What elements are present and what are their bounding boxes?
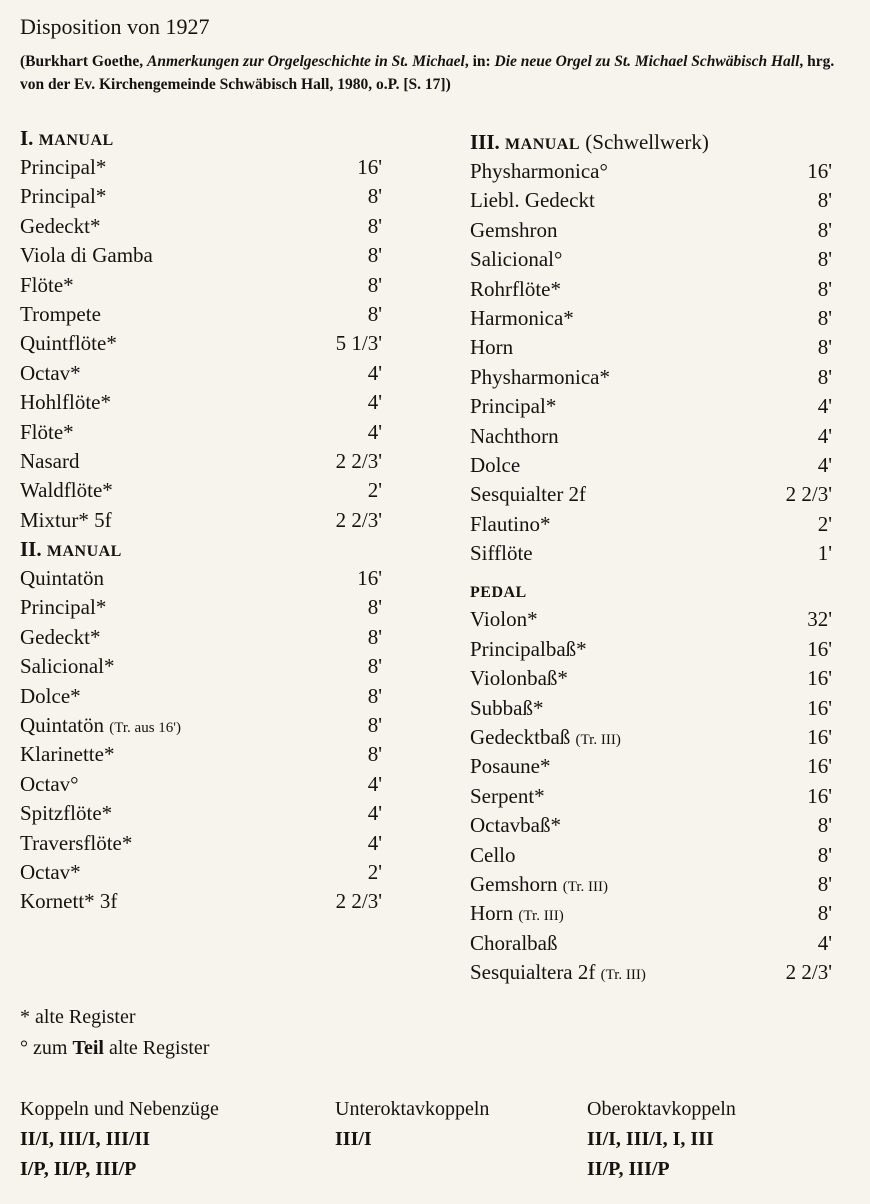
stop-name: Salicional*: [20, 654, 115, 679]
heading-numeral: II.: [20, 537, 42, 562]
stop-name: Horn: [470, 335, 514, 360]
stop-row: [20, 711, 382, 740]
stop-name-group: [20, 329, 117, 358]
stop-size: 2': [367, 478, 382, 503]
stop-size: 4': [817, 930, 832, 955]
stop-row: [20, 740, 382, 769]
stop-size: 2 2/3': [335, 507, 382, 532]
stop-name-group: [20, 476, 113, 505]
stop-name-group: [20, 564, 104, 593]
legend-asterisk: [20, 1002, 209, 1033]
stop-name: Gedecktbaß: [470, 725, 571, 750]
page-title: Disposition von 1927: [20, 14, 210, 39]
stop-name: Spitzflöte*: [20, 801, 113, 826]
stop-name-group: [20, 300, 101, 329]
stop-row: [470, 333, 832, 362]
stop-row: [20, 506, 382, 535]
stop-name-group: [470, 157, 608, 186]
stop-name-group: [20, 593, 106, 622]
couplers-koppeln: [20, 1094, 219, 1184]
stop-name: Octav*: [20, 859, 81, 884]
legend-text: zum: [33, 1037, 68, 1059]
stop-size: 8': [367, 624, 382, 649]
right-column: [470, 128, 832, 988]
stop-name-group: [470, 899, 564, 928]
stop-name: Posaune*: [470, 754, 551, 779]
stop-size: 16': [807, 636, 832, 661]
citation-text: (Burkhart Goethe,: [20, 53, 148, 70]
stop-name: Flautino*: [470, 511, 551, 536]
stop-size: 2 2/3': [335, 448, 382, 473]
legend-mark: *: [20, 1006, 30, 1028]
stop-row: [470, 186, 832, 215]
heading-label: MANUAL: [38, 132, 114, 149]
stop-name: Octavbaß*: [470, 813, 561, 838]
stop-row: [20, 300, 382, 329]
coupler-title: Koppeln und Nebenzüge: [20, 1098, 219, 1120]
stop-size: 16': [807, 695, 832, 720]
pedal-stops: [470, 605, 832, 987]
heading-label: MANUAL: [46, 543, 122, 561]
stop-row: [470, 275, 832, 304]
stop-name-group: [470, 304, 574, 333]
stop-row: [470, 841, 832, 870]
stop-size: 8': [817, 813, 832, 838]
stop-row: [470, 899, 832, 928]
stop-name-group: [470, 635, 587, 664]
stop-name: Sifflöte: [470, 541, 533, 566]
stop-name-group: [20, 887, 117, 916]
legend-text: alte Register: [108, 1037, 210, 1059]
stop-name-group: [470, 422, 559, 451]
stop-row: [470, 752, 832, 781]
stop-row: [470, 929, 832, 958]
stop-size: 16': [807, 666, 832, 691]
stop-name-group: [470, 186, 595, 215]
stop-size: 4': [367, 419, 382, 444]
stop-size: 8': [817, 188, 832, 213]
stop-name-group: [470, 539, 533, 568]
stop-size: 2 2/3': [785, 482, 832, 507]
stop-name-group: [470, 363, 610, 392]
stop-size: 1': [817, 541, 832, 566]
stop-row: [470, 510, 832, 539]
stop-size: 4': [367, 771, 382, 796]
stop-name: Hohlflöte*: [20, 390, 111, 415]
stop-name: Waldflöte*: [20, 478, 113, 503]
stop-row: [20, 682, 382, 711]
stop-name: Quintatön: [20, 713, 104, 738]
stop-row: [20, 770, 382, 799]
stop-row: [470, 392, 832, 421]
stop-name-group: [470, 451, 520, 480]
stop-size: 8': [367, 184, 382, 209]
legend-degree: [20, 1033, 209, 1064]
stop-name-group: [20, 241, 153, 270]
left-column: [20, 124, 382, 917]
stop-name-group: [470, 752, 551, 781]
stop-row: [470, 782, 832, 811]
stop-name: Physharmonica*: [470, 364, 610, 389]
stop-row: [20, 858, 382, 887]
couplers-oberoktav: [587, 1094, 736, 1184]
stop-name-group: [470, 782, 545, 811]
stop-name: Violonbaß*: [470, 666, 568, 691]
stop-name: Liebl. Gedeckt: [470, 188, 595, 213]
stop-size: 4': [367, 390, 382, 415]
stop-size: 4': [367, 360, 382, 385]
stop-row: [470, 157, 832, 186]
stop-row: [470, 870, 832, 899]
stop-row: [20, 887, 382, 916]
stop-name: Serpent*: [470, 783, 545, 808]
stop-size: 16': [807, 725, 832, 750]
heading-numeral: III.: [470, 130, 500, 154]
stop-row: [20, 564, 382, 593]
stop-name: Violon*: [470, 607, 538, 632]
stop-name: Viola di Gamba: [20, 243, 153, 268]
heading-numeral: I.: [20, 126, 34, 150]
coupler-line: II/I, III/I, III/II: [20, 1128, 151, 1150]
stop-name-group: [470, 510, 551, 539]
stop-size: 8': [817, 364, 832, 389]
manual-2-heading: [20, 535, 382, 564]
stop-row: [20, 447, 382, 476]
stop-name-group: [20, 829, 132, 858]
coupler-line: II/I, III/I, I, III: [587, 1128, 714, 1150]
stop-note: (Tr. III): [518, 908, 564, 925]
stop-size: 2': [817, 511, 832, 536]
stop-size: 8': [367, 301, 382, 326]
coupler-title: Oberoktavkoppeln: [587, 1098, 736, 1120]
stop-row: [470, 811, 832, 840]
stop-row: [470, 480, 832, 509]
manual-3-heading: [470, 128, 832, 157]
stop-name: Principal*: [470, 394, 557, 419]
stop-row: [20, 623, 382, 652]
stop-row: [470, 723, 832, 752]
stop-size: 8': [817, 871, 832, 896]
stop-name: Trompete: [20, 301, 101, 326]
stop-note: (Tr. III): [562, 878, 609, 895]
stop-size: 16': [357, 566, 382, 591]
stop-row: [470, 451, 832, 480]
legend-mark: °: [20, 1037, 28, 1059]
stop-row: [20, 799, 382, 828]
stop-row: [20, 153, 382, 182]
stop-name: Sesquialtera 2f: [470, 960, 596, 985]
stop-name-group: [20, 182, 106, 211]
stop-name-group: [470, 870, 608, 899]
stop-name-group: [470, 333, 513, 362]
stop-name: Physharmonica°: [470, 159, 608, 183]
stop-name: Kornett* 3f: [20, 889, 118, 914]
stop-row: [470, 216, 832, 245]
coupler-line: I/P, II/P, III/P: [20, 1158, 137, 1180]
stop-row: [470, 664, 832, 693]
stop-size: 8': [367, 742, 382, 767]
stop-size: 2 2/3': [335, 889, 382, 914]
stop-name: Quintflöte*: [20, 331, 117, 356]
stop-name-group: [20, 740, 114, 769]
stop-name: Mixtur* 5f: [20, 507, 112, 532]
stop-name: Rohrflöte*: [470, 276, 561, 301]
coupler-line: II/P, III/P: [587, 1158, 670, 1180]
stop-name-group: [20, 506, 112, 535]
stop-name-group: [470, 275, 561, 304]
stop-row: [20, 829, 382, 858]
stop-row: [20, 359, 382, 388]
stop-row: [20, 329, 382, 358]
stop-name-group: [470, 929, 557, 958]
stop-size: 16': [807, 159, 832, 183]
manual-2-stops: [20, 564, 382, 917]
stop-name-group: [20, 711, 181, 740]
stop-row: [470, 694, 832, 723]
heading-label: PEDAL: [470, 584, 527, 602]
stop-name-group: [20, 682, 81, 711]
stop-row: [20, 388, 382, 417]
stop-name: Salicional°: [470, 247, 563, 272]
manual-3-stops: [470, 157, 832, 568]
legend-text-bold: Teil: [72, 1037, 104, 1059]
stop-name: Gedeckt*: [20, 624, 101, 649]
heading-subtitle: (Schwellwerk): [585, 130, 709, 154]
stop-name-group: [20, 447, 79, 476]
stop-row: [20, 241, 382, 270]
stop-size: 16': [807, 783, 832, 808]
stop-name: Octav°: [20, 771, 79, 796]
source-citation: [20, 50, 850, 96]
stop-name-group: [20, 153, 106, 182]
stop-name-group: [20, 388, 111, 417]
stop-name: Flöte*: [20, 419, 74, 444]
stop-size: 4': [817, 423, 832, 448]
stop-name: Klarinette*: [20, 742, 115, 767]
manual-1-stops: [20, 153, 382, 535]
stop-size: 8': [367, 272, 382, 297]
stop-size: 8': [817, 276, 832, 301]
stop-row: [470, 304, 832, 333]
stop-name-group: [20, 652, 114, 681]
stop-row: [470, 422, 832, 451]
stop-name: Subbaß*: [470, 695, 544, 720]
stop-size: 4': [817, 452, 832, 477]
stop-size: 8': [817, 247, 832, 272]
stop-size: 4': [367, 830, 382, 855]
stop-name: Principal*: [20, 155, 107, 179]
stop-name: Quintatön: [20, 566, 104, 591]
stop-name: Flöte*: [20, 272, 74, 297]
stop-size: 32': [807, 607, 832, 632]
stop-name: Harmonica*: [470, 305, 574, 330]
stop-name-group: [20, 770, 79, 799]
stop-name: Octav*: [20, 360, 81, 385]
stop-size: 2 2/3': [785, 960, 832, 985]
stop-name-group: [20, 858, 81, 887]
coupler-line: III/I: [335, 1128, 372, 1150]
citation-text: , in:: [464, 53, 495, 70]
citation-text: , hrg. von der Ev. Kirchengemeinde Schwäbisch Hall, 1980, o.P. [S. 17]): [20, 53, 835, 93]
stop-name: Principal*: [20, 184, 107, 209]
stop-name-group: [20, 359, 81, 388]
stop-size: 8': [367, 595, 382, 620]
stop-name: Nachthorn: [470, 423, 559, 448]
stop-name: Principalbaß*: [470, 636, 587, 661]
stop-name: Gedeckt*: [20, 213, 101, 238]
pedal-heading: [470, 576, 832, 605]
stop-note: (Tr. III): [575, 732, 621, 749]
coupler-title: Unteroktavkoppeln: [335, 1098, 490, 1120]
stop-row: [20, 476, 382, 505]
stop-size: 8': [367, 213, 382, 238]
stop-name-group: [470, 605, 538, 634]
stop-name: Gemshorn: [470, 871, 558, 896]
stop-size: 8': [367, 713, 382, 738]
stop-size: 4': [817, 394, 832, 419]
stop-size: 8': [817, 305, 832, 330]
stop-name-group: [470, 811, 561, 840]
couplers-unteroktav: [335, 1094, 489, 1154]
stop-size: 5 1/3': [335, 331, 382, 356]
stop-name: Gemshron: [470, 217, 558, 242]
citation-book-title: Die neue Orgel zu St. Michael Schwäbisch Hall: [494, 53, 800, 70]
legend: [20, 1002, 209, 1064]
stop-row: [470, 958, 832, 987]
stop-row: [20, 652, 382, 681]
stop-name-group: [470, 694, 544, 723]
stop-row: [470, 245, 832, 274]
legend-text: alte Register: [35, 1006, 136, 1028]
stop-name: Sesquialter 2f: [470, 482, 587, 507]
stop-row: [20, 418, 382, 447]
stop-name-group: [20, 623, 100, 652]
stop-name-group: [470, 480, 586, 509]
stop-name-group: [20, 799, 112, 828]
stop-row: [20, 182, 382, 211]
stop-note: (Tr. III): [600, 967, 646, 984]
stop-name-group: [470, 664, 568, 693]
stop-name: Traversflöte*: [20, 830, 133, 855]
stop-size: 8': [367, 243, 382, 268]
stop-size: 4': [367, 801, 382, 826]
stop-row: [20, 593, 382, 622]
stop-size: 8': [367, 683, 382, 708]
stop-size: 8': [367, 654, 382, 679]
stop-name-group: [20, 271, 74, 300]
stop-row: [470, 605, 832, 634]
citation-work-title: Anmerkungen zur Orgelgeschichte in St. Michael: [147, 53, 465, 70]
stop-name-group: [20, 418, 74, 447]
stop-name: Cello: [470, 842, 516, 867]
stop-name-group: [470, 245, 562, 274]
stop-name-group: [470, 723, 621, 752]
stop-row: [470, 539, 832, 568]
stop-name: Nasard: [20, 448, 80, 473]
stop-name: Dolce*: [20, 683, 81, 708]
stop-size: 2': [367, 859, 382, 884]
stop-row: [470, 363, 832, 392]
stop-name: Choralbaß: [470, 930, 558, 955]
stop-row: [470, 635, 832, 664]
stop-name-group: [470, 841, 516, 870]
stop-name-group: [470, 216, 558, 245]
stop-size: 8': [817, 335, 832, 360]
stop-size: 8': [817, 842, 832, 867]
stop-size: 8': [817, 901, 832, 926]
heading-label: MANUAL: [505, 136, 581, 153]
stop-name-group: [20, 212, 100, 241]
stop-name: Dolce: [470, 452, 521, 477]
stop-row: [20, 212, 382, 241]
stop-size: 8': [817, 217, 832, 242]
manual-1-heading: [20, 124, 382, 153]
stop-size: 16': [807, 754, 832, 779]
stop-name-group: [470, 958, 646, 987]
stop-name-group: [470, 392, 556, 421]
stop-name: Principal*: [20, 595, 107, 620]
stop-size: 16': [357, 155, 382, 179]
stop-row: [20, 271, 382, 300]
stop-note: (Tr. aus 16'): [109, 720, 181, 737]
stop-name: Horn: [470, 901, 514, 926]
